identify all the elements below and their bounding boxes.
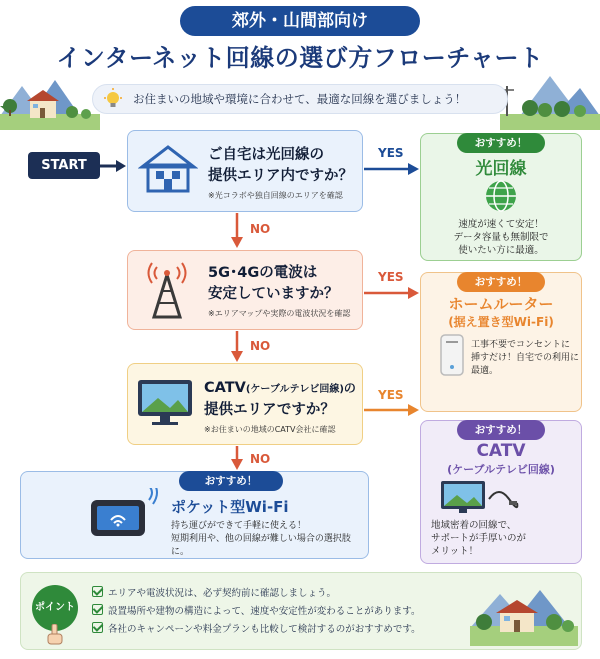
lightbulb-icon (102, 88, 124, 110)
result-description (431, 519, 581, 558)
result-subtitle: (据え置き型Wi-Fi) (448, 315, 554, 329)
tip-text: 設置場所や建物の構造によって、速度や安定性が変わることがあります。 (108, 606, 421, 617)
catv-paren: (ケーブルテレビ回線) (245, 384, 344, 395)
question-title-line2: 提供エリア内ですか？ (208, 168, 353, 184)
no-label-3: NO (250, 452, 271, 466)
tv-cable-icon (439, 479, 519, 515)
start-label: START (28, 152, 100, 179)
desc-line: 最適。 (471, 366, 499, 376)
question-note: ※光コラボや独自回線のエリアを確認 (208, 191, 343, 200)
question-catv-area (127, 363, 363, 445)
result-title: CATV (476, 441, 526, 461)
tip-item (92, 603, 421, 617)
header-pill: 郊外・山間部向け (180, 6, 420, 36)
checkbox-icon (92, 622, 103, 633)
result-title: 光回線 (475, 159, 527, 179)
result-home-router (420, 272, 582, 412)
yes-label-2: YES (378, 270, 404, 284)
desc-line: メリット！ (431, 546, 479, 557)
recommend-badge: おすすめ！ (457, 420, 545, 440)
desc-line: データ容量も無制限で (453, 232, 549, 243)
no-arrow-2 (230, 331, 244, 363)
yes-arrow-1 (364, 162, 420, 176)
house-icon (138, 143, 198, 195)
question-fiber-area (127, 130, 363, 212)
question-title-line2: 安定していますか？ (208, 286, 339, 302)
yes-arrow-2 (364, 286, 420, 300)
result-fiber (420, 133, 582, 261)
house-landscape-left-icon (0, 66, 100, 130)
result-title: ホームルーター (448, 295, 554, 313)
subtitle-bar (92, 84, 508, 114)
result-description (421, 218, 581, 257)
cell-tower-icon (140, 261, 194, 321)
result-pocket-wifi (20, 471, 369, 559)
tip-text: 各社のキャンペーンや料金プランも比較して検討するのがおすすめです。 (108, 624, 421, 635)
result-description (471, 339, 581, 378)
result-title: ポケット型Wi-Fi (171, 498, 289, 516)
desc-line: 使いたい方に最適。 (458, 245, 544, 256)
yes-arrow-3 (364, 403, 420, 417)
no-label-2: NO (250, 339, 271, 353)
desc-line: 挿すだけ！自宅での利用に (471, 353, 580, 363)
checkbox-icon (92, 604, 103, 615)
tip-item (92, 585, 336, 599)
yes-label-3: YES (378, 388, 404, 402)
desc-line: 短期利用や、他の回線が難しい場合の選択肢に。 (171, 534, 351, 557)
desc-line: サポートが手厚いのが (431, 533, 527, 544)
question-note: ※お住まいの地域のCATV会社に確認 (204, 425, 336, 434)
house-landscape-bottom-icon (470, 578, 578, 646)
no-label-1: NO (250, 222, 271, 236)
question-note: ※エリアマップや実際の電波状況を確認 (208, 309, 351, 318)
tip-item (92, 621, 421, 635)
pocket-wifi-icon (89, 488, 161, 540)
question-title-line1 (204, 378, 356, 400)
point-badge: ポイント (32, 585, 78, 631)
router-icon (435, 333, 469, 377)
question-title-line1: ご自宅は光回線の (208, 147, 324, 163)
page-title: インターネット回線の選び方フローチャート (56, 44, 544, 72)
result-description (171, 520, 368, 559)
result-catv (420, 420, 582, 564)
catv-particle: の (343, 381, 356, 395)
desc-line: 地域密着の回線で、 (431, 520, 517, 531)
start-arrow (100, 157, 128, 175)
question-mobile-signal (127, 250, 363, 330)
question-title-line2: 提供エリアですか？ (204, 402, 335, 418)
mountain-landscape-right-icon (500, 66, 600, 130)
no-arrow-1 (230, 213, 244, 249)
catv-word: CATV (204, 380, 246, 396)
tip-text: エリアや電波状況は、必ず契約前に確認しましょう。 (108, 588, 337, 599)
no-arrow-3 (230, 446, 244, 471)
pointing-hand-icon (44, 624, 66, 646)
checkbox-icon (92, 586, 103, 597)
tv-icon (136, 378, 194, 428)
recommend-badge: おすすめ！ (179, 471, 283, 491)
question-title-line1: 5G･4Gの電波は (208, 265, 318, 281)
recommend-badge: おすすめ！ (457, 133, 545, 153)
recommend-badge: おすすめ！ (457, 272, 545, 292)
subtitle-text: お住まいの地域や環境に合わせて、最適な回線を選びましょう！ (133, 92, 467, 106)
desc-line: 工事不要でコンセントに (471, 340, 571, 350)
globe-icon (481, 178, 521, 214)
yes-label-1: YES (378, 146, 404, 160)
desc-line: 持ち運びができて手軽に使える！ (171, 521, 307, 531)
result-subtitle: (ケーブルテレビ回線) (447, 463, 555, 476)
desc-line: 速度が速くて安定！ (458, 219, 544, 230)
